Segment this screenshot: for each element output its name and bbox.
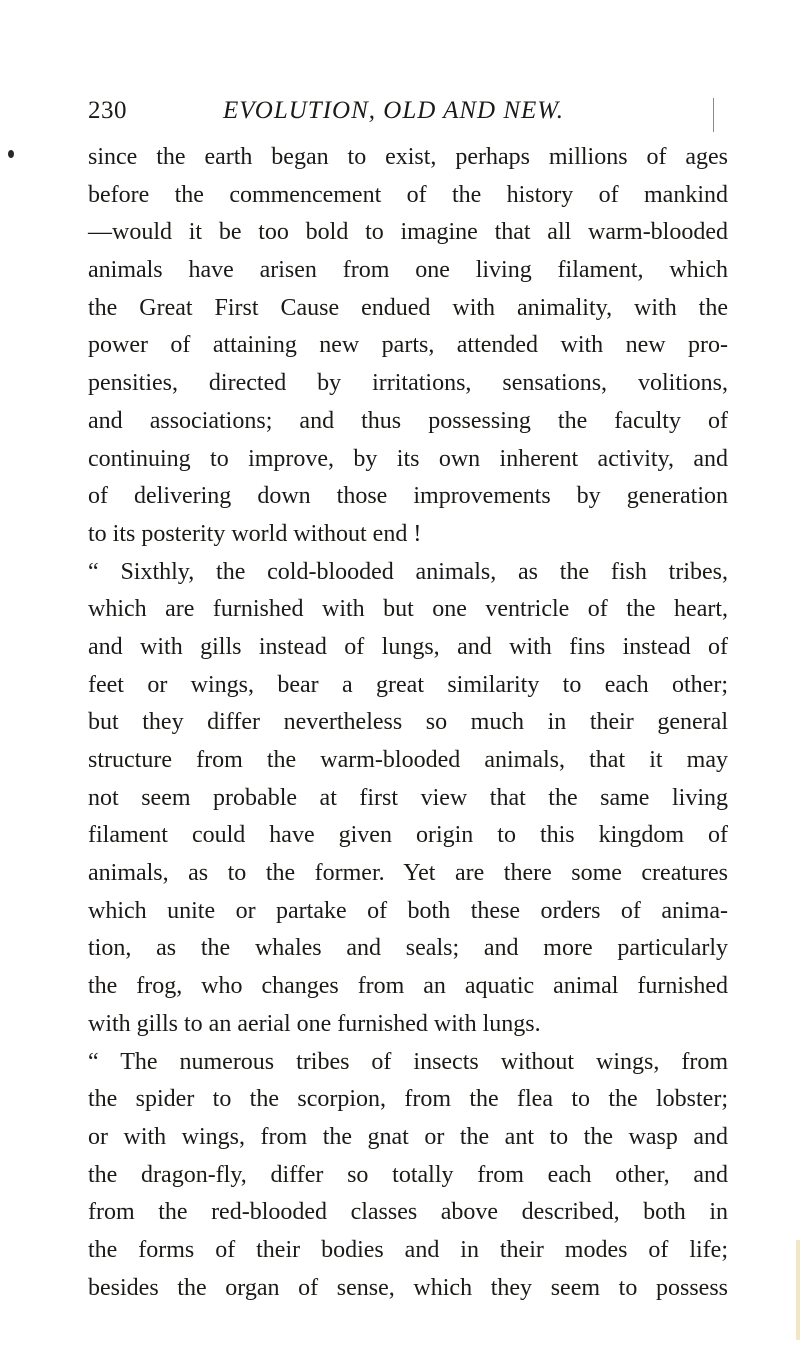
text-line: the dragon-fly, differ so totally from each other, and	[88, 1161, 728, 1188]
text-line: structure from the warm-blooded animals, that it may	[88, 747, 728, 773]
text-line: of delivering down those improvements by generation	[88, 483, 728, 510]
page-edge-stain	[796, 1240, 800, 1340]
text-line: continuing to improve, by its own inherent activity, and	[88, 445, 728, 472]
text-line: animals, as to the former. Yet are there some creatures	[88, 860, 728, 887]
text-line: the frog, who changes from an aquatic animal furnished	[88, 973, 728, 1000]
text-line: tion, as the whales and seals; and more particularly	[88, 935, 728, 962]
text-line: or with wings, from the gnat or the ant to the wasp and	[88, 1123, 728, 1150]
text-line: “ Sixthly, the cold-blooded animals, as the fish tribes,	[88, 558, 728, 585]
margin-speck	[8, 150, 14, 158]
text-line: animals have arisen from one living filament, which	[88, 257, 728, 284]
text-line: filament could have given origin to this kingdom of	[88, 822, 728, 849]
text-line: and with gills instead of lungs, and with fins instead of	[88, 633, 728, 660]
text-line: the spider to the scorpion, from the flea to the lobster;	[88, 1086, 728, 1113]
text-line: since the earth began to exist, perhaps millions of ages	[88, 144, 728, 170]
text-line: —would it be too bold to imagine that all warm-blooded	[88, 219, 728, 246]
text-line: which are furnished with but one ventricle of the heart,	[88, 596, 728, 623]
text-line: the forms of their bodies and in their modes of life;	[88, 1236, 728, 1263]
running-title: EVOLUTION, OLD AND NEW.	[223, 97, 565, 124]
text-line: besides the organ of sense, which they seem to possess	[88, 1274, 728, 1301]
text-line: “ The numerous tribes of insects without wings, from	[88, 1048, 728, 1075]
text-line: feet or wings, bear a great similarity to each other;	[88, 671, 728, 698]
text-line: power of attaining new parts, attended with new pro-	[88, 332, 728, 359]
text-line: not seem probable at first view that the same living	[88, 784, 728, 811]
text-line: and associations; and thus possessing the faculty of	[88, 407, 728, 434]
text-line: from the red-blooded classes above described, both in	[88, 1199, 728, 1226]
text-line: which unite or partake of both these orders of anima-	[88, 897, 728, 924]
text-line: with gills to an aerial one furnished with lungs.	[88, 1010, 541, 1037]
text-line: before the commencement of the history of mankind	[88, 181, 728, 208]
body-text	[88, 139, 728, 1307]
text-line: the Great First Cause endued with animality, with the	[88, 294, 728, 321]
page-number: 230	[88, 97, 127, 124]
running-head	[88, 93, 728, 129]
text-line: to its posterity world without end !	[88, 520, 422, 547]
text-line: but they differ nevertheless so much in their general	[88, 709, 728, 736]
text-line: pensities, directed by irritations, sensations, volitions,	[88, 370, 728, 397]
